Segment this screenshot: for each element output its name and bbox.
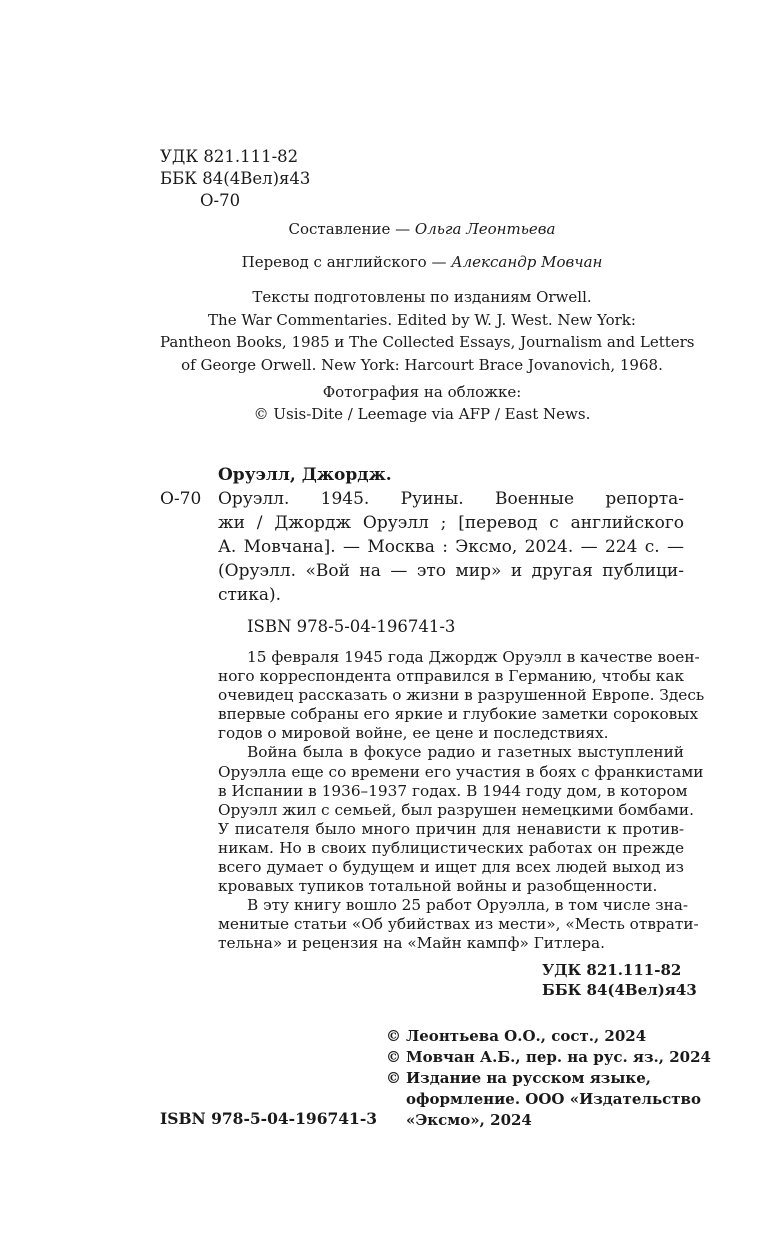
- bbk-code-bottom: ББК 84(4Вел)я43: [542, 980, 697, 999]
- copyright-line: [386, 1068, 711, 1089]
- annotation-line: годов о мировой войне, ее цене и последствиях.: [218, 724, 609, 743]
- copyright-edition: Издание на русском языке,: [406, 1069, 651, 1087]
- bibliographic-line: Оруэлл. 1945. Руины. Военные репорта-: [218, 489, 684, 509]
- isbn-bottom: ISBN 978-5-04-196741-3: [160, 1109, 378, 1128]
- udk-code-bottom: УДК 821.111-82: [542, 961, 682, 979]
- translator-label: Перевод с английского —: [241, 253, 452, 271]
- annotation-line: ного корреспондента отправился в Германию, чтобы как: [218, 667, 684, 686]
- compiler-credit: [160, 219, 684, 240]
- bibliographic-sign: О-70: [160, 489, 202, 509]
- copyright-translator: Мовчан А.Б., пер. на рус. яз., 2024: [406, 1048, 711, 1066]
- annotation-line: впервые собраны его яркие и глубокие заметки сороковых: [218, 705, 699, 724]
- copyright-compiler: Леонтьева О.О., сост., 2024: [406, 1027, 647, 1045]
- annotation-line: менитые статьи «Об убийствах из мести», «Месть отврати-: [218, 915, 699, 934]
- bibliographic-description: [218, 487, 684, 607]
- annotation-line: никам. Но в своих публицистических работах он прежде: [218, 838, 684, 857]
- annotation-line: У писателя было много причин для ненависти к против-: [218, 819, 684, 838]
- sources-line: Тексты подготовлены по изданиям Orwell.: [252, 288, 592, 306]
- cover-photo-credit: [160, 381, 684, 425]
- copyright-symbol: ©: [386, 1069, 401, 1087]
- translator-credit: [160, 252, 684, 273]
- bibliographic-line: А. Мовчана]. — Москва : Эксмо, 2024. — 224 с. —: [218, 537, 684, 557]
- copyright-edition-cont: «Эксмо», 2024: [406, 1111, 532, 1129]
- isbn-record: ISBN 978-5-04-196741-3: [247, 617, 456, 636]
- copyright-edition-cont: оформление. ООО «Издательство: [406, 1090, 701, 1108]
- annotation-line: всего думает о будущем и ищет для всех людей выход из: [218, 858, 684, 877]
- copyright-line: [386, 1047, 711, 1068]
- sources-line: The War Commentaries. Edited by W. J. West. New York:: [208, 310, 636, 329]
- annotation-line: Оруэлла еще со времени его участия в боях с франкистами: [218, 762, 704, 781]
- bibliographic-line: (Оруэлл. «Вой на — это мир» и другая публици-: [218, 561, 684, 581]
- annotation-line: Оруэлл жил с семьей, был разрушен немецкими бомбами.: [218, 800, 694, 819]
- bbk-code: ББК 84(4Вел)я43: [160, 169, 311, 188]
- bibliographic-line: стика).: [218, 585, 282, 605]
- bibliographic-line: жи / Джордж Оруэлл ; [перевод с английского: [218, 513, 684, 533]
- copyright-line: [386, 1026, 711, 1047]
- compiler-name: Ольга Леонтьева: [414, 220, 556, 238]
- annotation-line: в Испании в 1936–1937 годах. В 1944 году дом, в котором: [218, 781, 688, 800]
- sources-note: [160, 286, 695, 376]
- copyright-block: [386, 1026, 711, 1131]
- annotation-line: 15 февраля 1945 года Джордж Оруэлл в качестве воен-: [247, 648, 700, 666]
- translator-name: Александр Мовчан: [451, 253, 603, 271]
- compiler-label: Составление —: [288, 220, 415, 238]
- classification-codes-bottom: [542, 961, 697, 1000]
- annotation-line: Война была в фокусе радио и газетных выступлений: [247, 743, 684, 762]
- annotation-line: очевидец рассказать о жизни в разрушенной Европе. Здесь: [218, 686, 705, 705]
- sources-line: Pantheon Books, 1985 и The Collected Essays, Journalism and Letters: [160, 333, 695, 351]
- annotation-line: тельна» и рецензия на «Майн кампф» Гитлера.: [218, 934, 606, 953]
- copyright-symbol: ©: [386, 1027, 401, 1045]
- annotation: [218, 648, 705, 954]
- udk-code: УДК 821.111-82: [160, 147, 299, 166]
- annotation-line: В эту книгу вошло 25 работ Оруэлла, в том числе зна-: [247, 896, 689, 915]
- cover-photo-line: © Usis-Dite / Leemage via AFP / East News.: [253, 405, 591, 423]
- classification-codes: [160, 146, 310, 212]
- sources-line: of George Orwell. New York: Harcourt Brace Jovanovich, 1968.: [181, 355, 663, 374]
- cover-photo-line: Фотография на обложке:: [322, 383, 522, 401]
- annotation-line: кровавых тупиков тотальной войны и разобщенности.: [218, 877, 658, 896]
- copyright-symbol: ©: [386, 1048, 401, 1066]
- author-sign: О-70: [200, 191, 241, 210]
- author-heading: Оруэлл, Джордж.: [218, 465, 392, 485]
